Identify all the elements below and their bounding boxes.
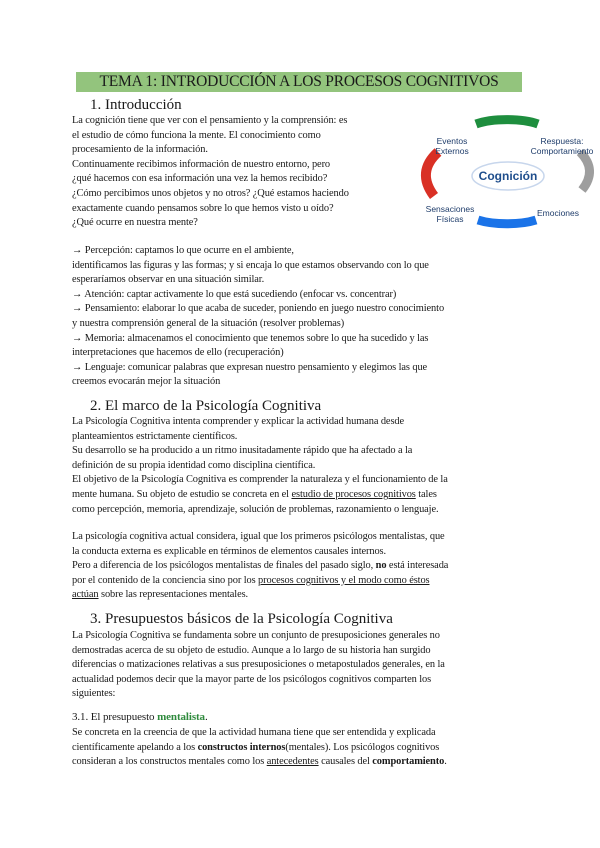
marco-text: está interesada <box>386 560 449 572</box>
marco-line <box>72 559 448 574</box>
marco-text: sobre las representaciones mentales. <box>98 589 249 601</box>
intro-line: exactamente cuando pensamos sobre lo que hemos visto u oído? <box>72 202 334 214</box>
sensaciones-label: Sensaciones <box>425 204 475 214</box>
process-line: interpretaciones que hacemos de ello (recuperación) <box>72 347 284 359</box>
underlined-term: estudio de procesos cognitivos <box>291 489 416 500</box>
presupuestos-line: La Psicología Cognitiva se fundamenta sobre un conjunto de presuposiciones generales no <box>72 630 440 641</box>
marco-line: El objetivo de la Psicología Cognitiva es comprender la naturaleza y el funcionamiento de la <box>72 474 448 486</box>
subsection-text: . <box>204 711 208 723</box>
marco-line <box>72 588 248 603</box>
intro-line: Continuamente recibimos información de nuestro entorno, pero <box>72 158 331 170</box>
bold-term: constructos internos <box>197 741 286 753</box>
comportamiento-label: Comportamiento <box>530 146 594 156</box>
marco-line: Su desarrollo se ha producido a un ritmo inusitadamente rápido que ha afectado a la <box>72 445 413 457</box>
mentalista-text: consideran a los constructos mentales como los <box>72 756 267 768</box>
subsection-heading-mentalista <box>72 710 208 725</box>
emociones-label: Emociones <box>536 208 580 218</box>
intro-line: ¿Cómo percibimos unos objetos y no otros? ¿Qué estamos haciendo <box>72 188 349 199</box>
intro-line: procesamiento de la información. <box>72 144 208 156</box>
presupuestos-line: demostradas acerca de su objeto de estudio. Aunque a lo largo de su historia han surgido <box>72 644 431 656</box>
intro-line: La cognición tiene que ver con el pensamiento y la comprensión: es <box>72 115 348 126</box>
cognition-cycle-diagram <box>412 112 600 242</box>
respuesta-label: Respuesta: <box>540 136 584 146</box>
marco-line: La psicología cognitiva actual considera, igual que los primeros psicólogos mentalistas, que <box>72 531 445 542</box>
externos-label: Externos <box>435 146 469 156</box>
bold-term: no <box>375 560 387 572</box>
blue-arc <box>478 220 536 224</box>
marco-text: Pero a diferencia de los psicólogos mentalistas de finales del pasado siglo, <box>72 560 376 572</box>
underlined-term: antecedentes <box>266 756 319 768</box>
marco-line: La Psicología Cognitiva intenta comprender y explicar la actividad humana desde <box>72 416 404 427</box>
underlined-term: actúan <box>72 589 99 601</box>
grey-arc <box>580 152 590 190</box>
marco-line <box>72 488 437 503</box>
process-line: → Pensamiento: elaborar lo que acaba de suceder, poniendo en juego nuestro conocimiento <box>72 303 445 315</box>
page-title: TEMA 1: INTRODUCCIÓN A LOS PROCESOS COGNITIVOS <box>76 72 522 92</box>
intro-line: el estudio de cómo funciona la mente. El conocimiento como <box>72 129 321 141</box>
process-line: → Atención: captar activamente lo que está sucediendo (enfocar vs. concentrar) <box>72 288 397 300</box>
section-heading-presupuestos: 3. Presupuestos básicos de la Psicología Cognitiva <box>90 611 393 627</box>
green-arc <box>476 120 538 124</box>
mentalista-text: (mentales). Los psicólogos cognitivos <box>285 741 440 753</box>
process-line: esperaríamos observar en una situación similar. <box>72 274 265 286</box>
process-line: → Lenguaje: comunicar palabras que expresan nuestro pensamiento y elegimos las que <box>72 361 428 373</box>
section-heading-marco: 2. El marco de la Psicología Cognitiva <box>90 398 322 414</box>
marco-text: mente humana. Su objeto de estudio se concreta en el <box>72 489 292 500</box>
section-heading-introduccion: 1. Introducción <box>90 97 182 113</box>
mentalista-text: causales del <box>318 756 373 768</box>
mentalista-line: Se concreta en la creencia de que la actividad humana tiene que ser entendida y explicada <box>72 727 436 738</box>
underlined-term: procesos cognitivos y el modo como éstos <box>258 574 430 586</box>
marco-line: definición de su propia identidad como disciplina científica. <box>72 459 316 471</box>
mentalista-line <box>72 741 439 756</box>
fisicas-label: Físicas <box>436 214 464 224</box>
presupuestos-line: diferencias o matizaciones relativas a sus presuposiciones o metapostulados generales, en la <box>72 659 445 671</box>
process-line: creemos evocarán mejor la situación <box>72 376 221 388</box>
presupuestos-line: siguientes: <box>72 688 116 700</box>
mentalista-term: mentalista <box>157 711 205 723</box>
marco-text: tales <box>415 489 437 500</box>
intro-line: ¿Qué ocurre en nuestra mente? <box>72 217 198 229</box>
marco-text: por el contenido de la conciencia sino por los <box>72 574 259 586</box>
marco-line: como percepción, memoria, aprendizaje, solución de problemas, razonamiento o lenguaje. <box>72 503 439 515</box>
subsection-text: 3.1. El presupuesto <box>72 711 158 723</box>
process-line: → Percepción: captamos lo que ocurre en el ambiente, <box>72 245 294 256</box>
mentalista-line <box>72 755 447 770</box>
eventos-label: Eventos <box>436 136 468 146</box>
marco-line: la conducta externa es explicable en términos de elementos causales internos. <box>72 545 386 557</box>
process-line: → Memoria: almacenamos el conocimiento que tenemos sobre lo que ha sucedido y las <box>72 332 429 344</box>
mentalista-text: científicamente apelando a los <box>72 741 198 753</box>
mentalista-text: . <box>444 756 447 768</box>
red-arc <box>426 152 438 196</box>
bold-term: comportamiento <box>372 756 445 768</box>
marco-line <box>72 574 430 589</box>
process-line: identificamos las figuras y las formas; y si encaja lo que estamos observando con lo que <box>72 259 429 271</box>
marco-line: planteamientos estrictamente científicos. <box>72 430 238 442</box>
process-line: y nuestra comprensión general de la situación (resolver problemas) <box>72 318 345 329</box>
intro-line: ¿qué hacemos con esa información una vez la hemos recibido? <box>72 173 328 185</box>
presupuestos-line: actualidad podemos decir que la mayor parte de los psicólogos cognitivos comparten los <box>72 673 432 685</box>
cognition-label: Cognición <box>478 169 538 183</box>
